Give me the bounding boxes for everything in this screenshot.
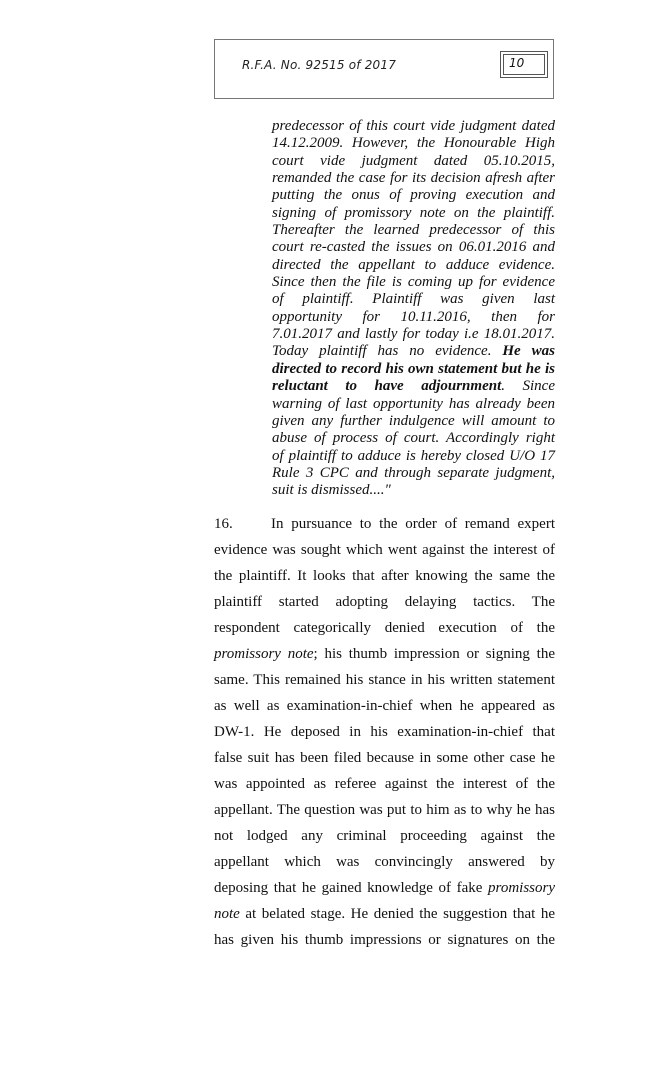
paragraph-line: note at belated stage. He denied the suggestion that he	[214, 906, 555, 922]
paragraph-line: not lodged any criminal proceeding against the	[214, 828, 555, 844]
paragraph-line: evidence was sought which went against the interest of	[214, 542, 555, 558]
paragraph-number: 16.	[214, 516, 233, 532]
quote-line: abuse of process of court. Accordingly right	[272, 430, 555, 447]
quote-line: suit is dismissed...."	[272, 482, 391, 499]
paragraph-line: appellant which was convincingly answered by	[214, 854, 555, 870]
paragraph-line: false suit has been filed because in some other case he	[214, 750, 555, 766]
quote-line: directed the appellant to adduce evidence.	[272, 256, 555, 273]
paragraph-line: was appointed as referee against the interest of the	[214, 776, 555, 792]
quote-line: directed to record his own statement but he is	[272, 360, 555, 377]
paragraph-line: as well as examination-in-chief when he appeared as	[214, 698, 555, 714]
page-number-box	[500, 51, 548, 78]
quote-line: warning of last opportunity has already been	[272, 395, 555, 412]
paragraph-line: plaintiff started adopting delaying tactics. The	[214, 594, 555, 610]
paragraph-line: 16. In pursuance to the order of remand expert	[214, 511, 555, 537]
quote-line: of plaintiff. Plaintiff was given last	[272, 291, 555, 308]
paragraph-line: same. This remained his stance in his written statement	[214, 672, 555, 688]
quote-line: 14.12.2009. However, the Honourable High	[272, 135, 555, 152]
paragraph-16	[214, 511, 555, 953]
quote-line: given any further indulgence will amount to	[272, 412, 555, 429]
quote-line: opportunity for 10.11.2016, then for	[272, 308, 555, 325]
paragraph-line: appellant. The question was put to him as to why he has	[214, 802, 555, 818]
paragraph-line: respondent categorically denied execution of the	[214, 620, 555, 636]
quote-line: putting the onus of proving execution and	[272, 187, 555, 204]
quote-line: court vide judgment dated 05.10.2015,	[272, 152, 555, 169]
paragraph-line: deposing that he gained knowledge of fake promissory	[214, 880, 555, 896]
quote-line: of plaintiff to adduce is hereby closed U/O 17	[272, 447, 555, 464]
quote-line: Thereafter the learned predecessor of this	[272, 222, 555, 239]
paragraph-line: promissory note; his thumb impression or signing the	[214, 646, 555, 662]
case-number: R.F.A. No. 92515 of 2017	[242, 58, 397, 72]
quoted-order	[272, 118, 555, 500]
paragraph-line: the plaintiff. It looks that after knowing the same the	[214, 568, 555, 584]
paragraph-line: has given his thumb impressions or signatures on the	[214, 932, 555, 948]
quote-line: 7.01.2017 and lastly for today i.e 18.01.2017.	[272, 326, 555, 343]
quote-line: remanded the case for its decision afresh after	[272, 170, 555, 187]
quote-line: Since then the file is coming up for evidence	[272, 274, 555, 291]
quote-line: reluctant to have adjournment. Since	[272, 378, 555, 395]
quote-line: Today plaintiff has no evidence. He was	[272, 343, 556, 360]
quote-line: predecessor of this court vide judgment dated	[272, 118, 555, 134]
quote-line: Rule 3 CPC and through separate judgment,	[272, 464, 555, 481]
quote-line: signing of promissory note on the plaintiff.	[272, 204, 555, 221]
page-header	[214, 39, 554, 99]
page-number: 10	[509, 56, 525, 70]
quote-line: court re-casted the issues on 06.01.2016 and	[272, 239, 555, 256]
paragraph-line: DW-1. He deposed in his examination-in-chief that	[214, 724, 555, 740]
